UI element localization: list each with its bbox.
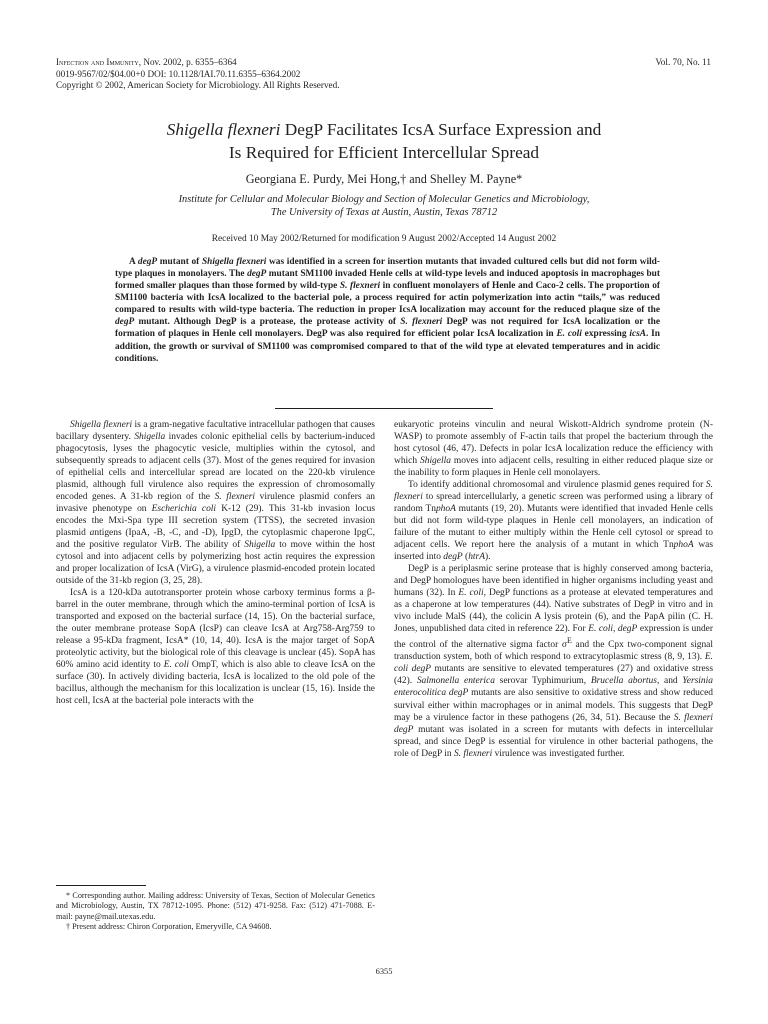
abstract: A degP mutant of Shigella flexneri was identified in a screen for insertion mutants that invaded cultured cells but did not form wild-type plaques in monolayers. The degP mutant SM1100 invaded Henle cells at wild-type levels and induced apoptosis in macrophages but formed smaller plaques than those formed by wild-type S. flexneri in confluent monolayers of Henle and Caco-2 cells. The proportion of SM1100 bacteria with IcsA localized to the bacterial pole, a process required for actin polymerization into actin “tails,” was reduced compared to results with wild-type bacteria. The reduction in proper IcsA localization may account for the reduced plaque size of the degP mutant. Although DegP is a protease, the protease activity of S. flexneri DegP was not required for IcsA localization or the formation of plaques in Henle cell monolayers. DegP was also required for efficient polar IcsA localization in E. coli expressing icsA. In addition, the growth or survival of SM1100 was compromised compared to that of the wild type at elevated temperatures and in acidic conditions. [115, 257, 660, 364]
body-column-right [394, 419, 713, 760]
received-dates: Received 10 May 2002/Returned for modification 9 August 2002/Accepted 14 August 2002 [211, 234, 557, 244]
article-title: Shigella flexneri DegP Facilitates IcsA Surface Expression and Is Required for Efficient Intercellular Spread [166, 120, 602, 162]
section-divider [275, 408, 493, 409]
issn-doi: 0019-9567/02/$04.00+0 DOI: 10.1128/IAI.70.11.6355–6364.2002 [56, 68, 301, 79]
paragraph: eukaryotic proteins vinculin and neural Wiskott-Aldrich syndrome protein (N-WASP) to promote assembly of F-actin tails that propel the bacterium through the host cytosol (46, 47). Defects in polar IcsA localization reduce the efficiency with which Shigella moves into adjacent cells, resulting in either reduced plaque size or the inability to form plaques in Henle cell monolayers. [394, 420, 713, 479]
journal-citation: Infection and Immunity, Nov. 2002, p. 6355–6364 [56, 57, 237, 67]
footnotes [56, 891, 375, 933]
volume-issue: Vol. 70, No. 11 [655, 57, 711, 67]
paragraph: DegP is a periplasmic serine protease that is highly conserved among bacteria, and DegP homologues have been identified in higher organisms including yeast and humans (32). In E. coli, DegP functions as a protease at elevated temperatures and as a chaperone at low temperatures (44). Native substrates of DegP in vitro and in vivo include MalS (44), the colicin A lysis protein (6), and the PapA pilin (C. H. Jones, unpublished data cited in reference 22). For E. coli, degP expression is under the control of the alternative sigma factor $\sigma^E$ and the Cpx two-component signal transduction system, both of which respond to extracytoplasmic stress (8, 9, 13). E. coli degP mutants are sensitive to elevated temperatures (27) and oxidative stress (42). Salmonella enterica serovar Typhimurium, Brucella abortus, and Yersinia enterocolitica degP mutants are also sensitive to oxidative stress and show reduced survival either within macrophages or in animal models. This suggests that DegP may be a virulence factor in these pathogens (26, 34, 51). Because the S. flexneri degP mutant was isolated in a screen for mutants with defects in intercellular spread, and since DegP is essential for virulence in other bacterial pathogens, the role of DegP in S. flexneri virulence was investigated further. [394, 564, 714, 759]
running-header [56, 57, 476, 92]
copyright: Copyright © 2002, American Society for Microbiology. All Rights Reserved. [56, 80, 340, 91]
paragraph: To identify additional chromosomal and virulence plasmid genes required for S. flexneri to spread intercellularly, a genetic screen was performed using a library of random TnphoA mutants (19, 20). Mutants were identified that invaded Henle cells but did not form wild-type plaques in Henle cell monolayers, an indication of failure of the mutant to either multiply within the Henle cell cytosol or spread to adjacent cells. We report here the analysis of a mutant in which TnphoA was inserted into degP (htrA). [394, 480, 713, 563]
authors: Georgiana E. Purdy, Mei Hong,† and Shelley M. Payne* [245, 172, 523, 186]
paragraph: IcsA is a 120-kDa autotransporter protein whose carboxy terminus forms a β-barrel in the outer membrane, through which the amino-terminal portion of IcsA is transported and exposed on the bacterial surface (14, 15). On the bacterial surface, the outer membrane protease SopA (IcsP) can cleave IcsA at Arg758-Arg759 to release a 95-kDa fragment, IcsA* (10, 14, 40). IcsA is the major target of SopA proteolytic activity, but the biological role of this cleavage is unclear (45). SopA has 60% amino acid identity to E. coli OmpT, which is also able to cleave IcsA on the surface (30). In actively dividing bacteria, IcsA is localized to the old pole of the bacillus, although the mechanism for this localization is unclear (15, 16). Inside the host cell, IcsA at the bacterial pole interacts with the [56, 588, 376, 707]
footnote-corresponding: * Corresponding author. Mailing address: University of Texas, Section of Molecular Genetics and Microbiology, Austin, TX 78712-1095. Phone: (512) 471-9258. Fax: (512) 471-7088. E-mail: payne@mail.utexas.edu. [56, 891, 375, 921]
journal-name: Infection and Immunity [56, 57, 139, 67]
footnote-divider [56, 885, 146, 886]
affiliation: Institute for Cellular and Molecular Biology and Section of Molecular Genetics and Microbiology, The University of Texas at Austin, Austin, Texas 78712 [178, 194, 590, 218]
body-column-left [56, 419, 375, 707]
paragraph: Shigella flexneri is a gram-negative facultative intracellular pathogen that causes bacillary dysentery. Shigella invades colonic epithelial cells by bacterium-induced phagocytosis, lyses the phagocytic vesicle, multiplies within the cytosol, and subsequently spreads to adjacent cells (37). Most of the genes required for invasion of epithelial cells and intercellular spread are located on the 220-kb virulence plasmid, although full virulence also requires the expression of chromosomally encoded genes. A 31-kb region of the S. flexneri virulence plasmid confers an invasive phenotype on Escherichia coli K-12 (29). This 31-kb invasion locus encodes the Mxi-Spa type III secretion system (TTSS), the secreted invasion plasmid antigens (IpaA, -B, -C, and -D), IpgD, the cytoplasmic chaperone IpgC, and the positive regulator VirB. The ability of Shigella to move within the host cytosol and into adjacent cells by polymerizing host actin requires the expression and proper localization of IcsA (VirG), a virulence plasmid-encoded protein located outside of the 31-kb region (3, 25, 28). [56, 420, 376, 587]
footnote-present-address: † Present address: Chiron Corporation, Emeryville, CA 94608. [66, 922, 272, 932]
page-number: 6355 [375, 967, 393, 976]
